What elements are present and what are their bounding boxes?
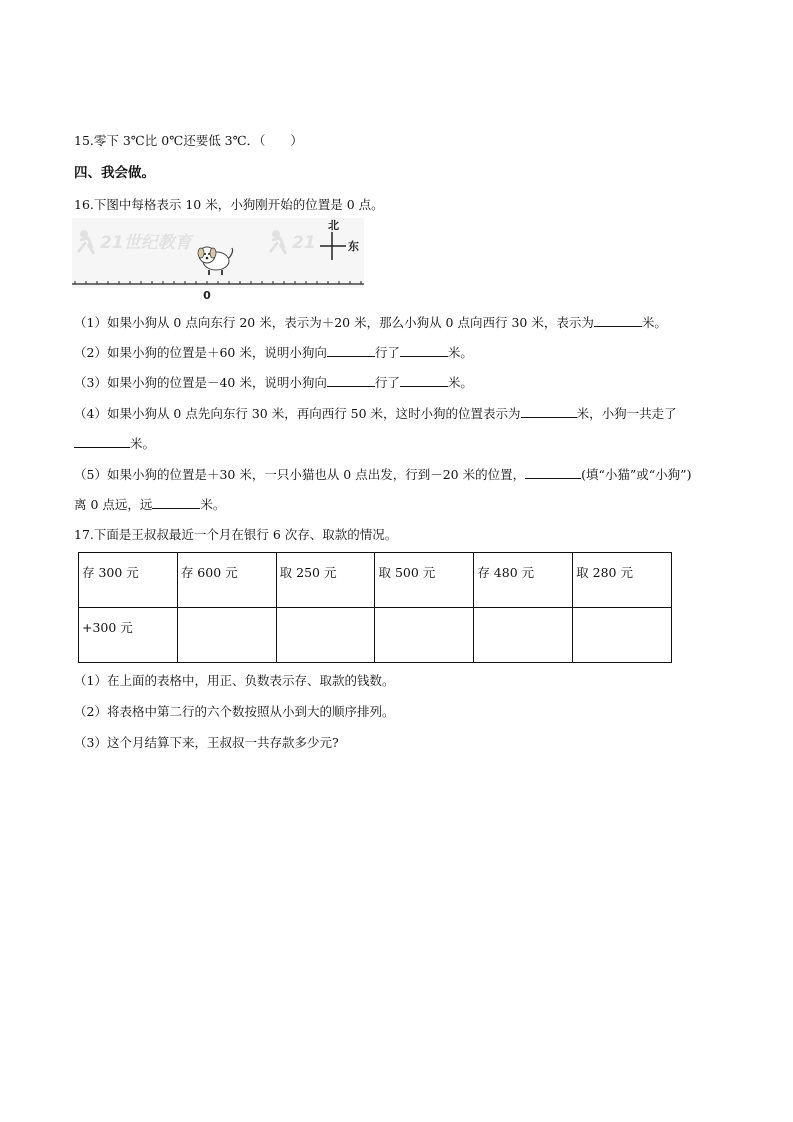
part-5-text: （5）如果小狗的位置是＋30 米，一只小猫也从 0 点出发，行到－20 米的位置，	[74, 467, 526, 482]
answer-blank[interactable]	[74, 434, 130, 448]
part-3-mid: 行了	[374, 375, 400, 390]
answer-blank[interactable]	[400, 343, 448, 357]
answer-blank[interactable]	[525, 465, 581, 479]
question-16-part-4	[74, 404, 677, 422]
number-line-figure	[72, 218, 364, 302]
table-cell: +300 元	[79, 608, 178, 663]
answer-cell[interactable]	[276, 608, 375, 663]
table-cell: 存 480 元	[474, 553, 573, 608]
table-row	[79, 608, 672, 663]
table-cell: 取 500 元	[375, 553, 474, 608]
question-16-intro: 16.下图中每格表示 10 米，小狗刚开始的位置是 0 点。	[74, 197, 384, 212]
question-17-part-2: （2）将表格中第二行的六个数按照从小到大的顺序排列。	[74, 704, 395, 719]
section-4-title: 四、我会做。	[74, 165, 155, 181]
part-4-mid: 米，小狗一共走了	[576, 406, 677, 421]
part-1-end: 米。	[641, 315, 667, 330]
answer-blank[interactable]	[400, 373, 448, 387]
part-1-text: （1）如果小狗从 0 点向东行 20 米，表示为＋20 米，那么小狗从 0 点向西行 30 米，表示为	[74, 315, 594, 330]
part-5-mid: (填“小猫”或“小狗”)	[581, 467, 692, 482]
part-3-text: （3）如果小狗的位置是－40 米，说明小狗向	[74, 375, 327, 390]
answer-cell[interactable]	[573, 608, 672, 663]
question-15: 15.零下 3℃比 0℃还要低 3℃．（ ）	[74, 133, 303, 148]
question-16-part-3	[74, 373, 473, 391]
table-cell: 取 280 元	[573, 553, 672, 608]
answer-blank[interactable]	[152, 495, 200, 509]
part-4-text: （4）如果小狗从 0 点先向东行 30 米，再向西行 50 米，这时小狗的位置表示为	[74, 406, 521, 421]
compass-north-label: 北	[328, 219, 339, 232]
part-4-end: 米。	[130, 436, 156, 451]
part-3-end: 米。	[447, 375, 473, 390]
answer-cell[interactable]	[375, 608, 474, 663]
answer-cell[interactable]	[474, 608, 573, 663]
question-17-part-1: （1）在上面的表格中，用正、负数表示存、取款的钱数。	[74, 673, 395, 688]
part-5-line-2-start: 离 0 点远，远	[74, 497, 153, 512]
table-cell: 取 250 元	[276, 553, 375, 608]
watermark-text: 21世纪教育	[100, 233, 192, 253]
compass-east-label: 东	[348, 240, 359, 253]
question-16-part-4-line-2	[74, 434, 155, 452]
question-17-part-3: （3）这个月结算下来，王叔叔一共存款多少元?	[74, 735, 339, 750]
origin-label: 0	[203, 289, 211, 302]
deposit-table	[78, 552, 672, 663]
part-5-end: 米。	[200, 497, 226, 512]
question-16-part-2	[74, 343, 473, 361]
part-2-text: （2）如果小狗的位置是＋60 米，说明小狗向	[74, 345, 327, 360]
part-2-mid: 行了	[374, 345, 400, 360]
answer-blank[interactable]	[594, 313, 642, 327]
answer-blank[interactable]	[327, 373, 375, 387]
table-cell: 存 300 元	[79, 553, 178, 608]
answer-blank[interactable]	[327, 343, 375, 357]
question-16-part-5-line-2	[74, 495, 225, 513]
question-17-intro: 17.下面是王叔叔最近一个月在银行 6 次存、取款的情况。	[74, 527, 398, 542]
answer-blank[interactable]	[521, 404, 577, 418]
question-16-part-5	[74, 465, 691, 483]
table-cell: 存 600 元	[177, 553, 276, 608]
question-16-part-1	[74, 313, 667, 331]
svg-text:21: 21	[292, 233, 316, 253]
table-row	[79, 553, 672, 608]
answer-cell[interactable]	[177, 608, 276, 663]
part-2-end: 米。	[447, 345, 473, 360]
